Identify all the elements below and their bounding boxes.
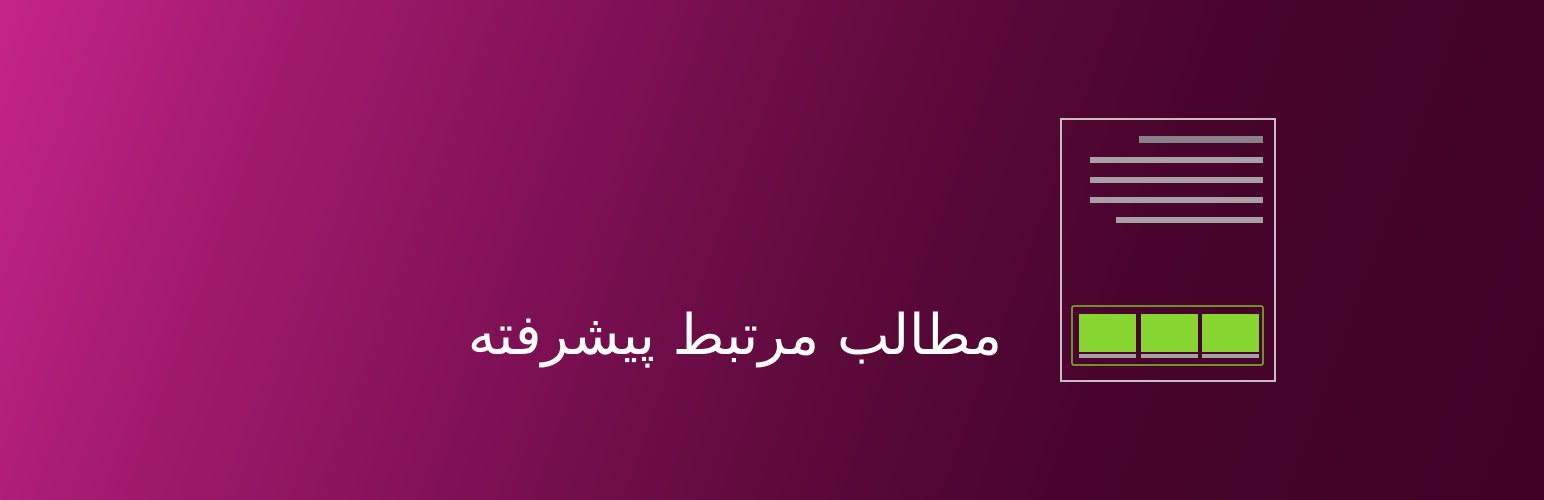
related-posts-document-icon	[1060, 118, 1276, 382]
related-thumbnail	[1141, 314, 1198, 352]
banner-title: مطالب مرتبط پیشرفته	[467, 303, 1002, 368]
related-caption-line	[1079, 354, 1136, 358]
text-line	[1090, 177, 1263, 183]
text-line	[1090, 197, 1263, 203]
related-caption-line	[1202, 354, 1259, 358]
related-thumbnail	[1202, 314, 1259, 352]
text-line	[1090, 157, 1263, 163]
text-line	[1116, 217, 1263, 223]
heading-line	[1139, 136, 1263, 143]
related-thumbnail	[1079, 314, 1136, 352]
related-caption-line	[1141, 354, 1198, 358]
